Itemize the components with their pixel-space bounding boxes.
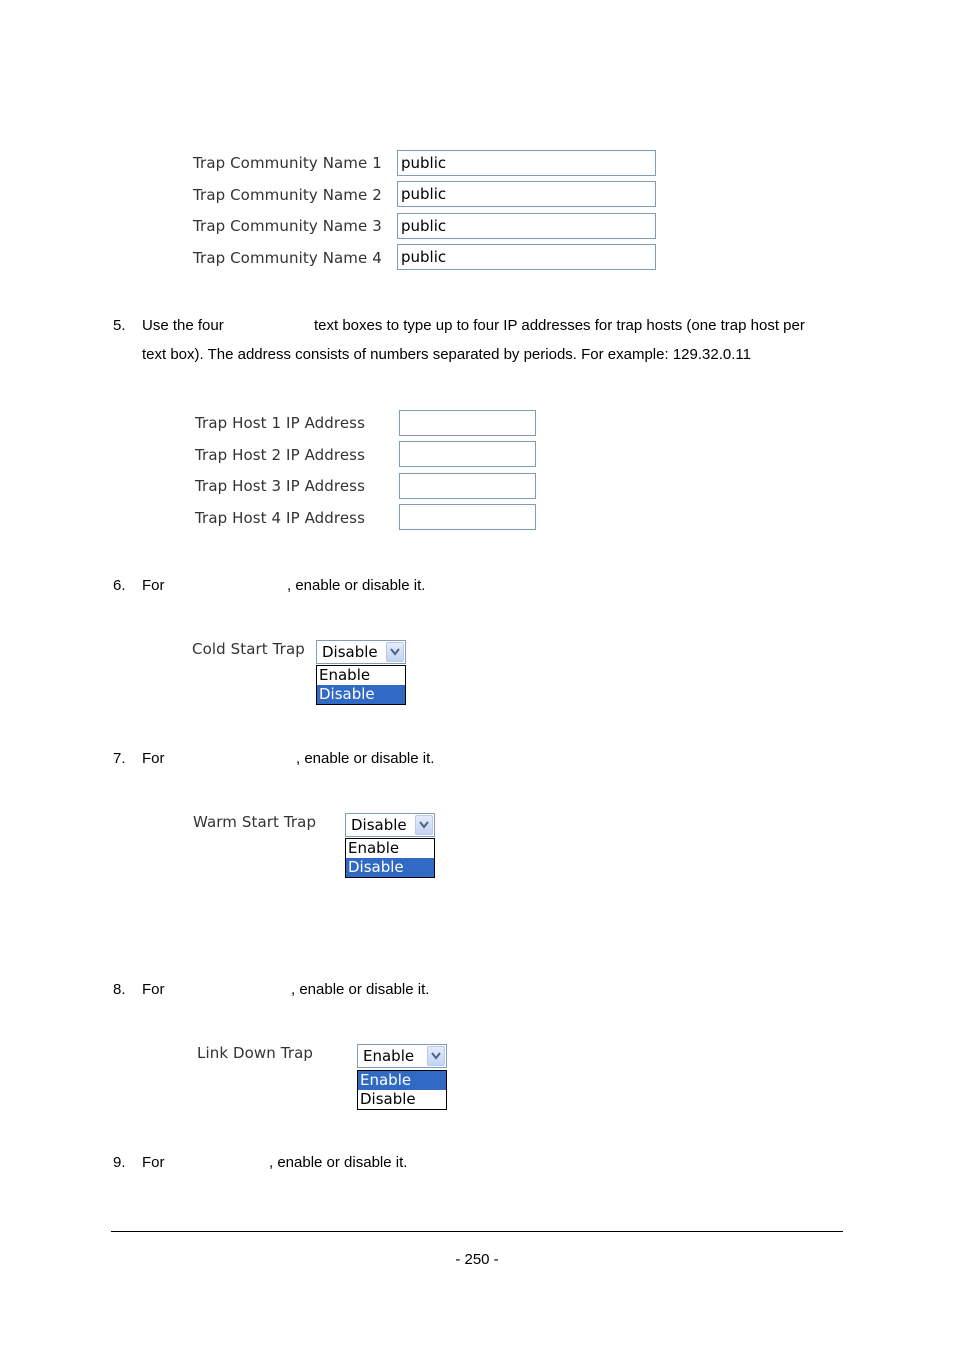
- cold-start-option-disable[interactable]: Disable: [317, 685, 405, 704]
- step-7-number: 7.: [113, 750, 126, 767]
- step-8-prefix: For: [142, 981, 165, 998]
- warm-start-trap-select[interactable]: [345, 813, 435, 837]
- step-7-suffix: , enable or disable it.: [296, 750, 435, 767]
- community-name-1-label: Trap Community Name 1: [193, 154, 382, 172]
- step-7-prefix: For: [142, 750, 165, 767]
- warm-start-option-disable[interactable]: Disable: [346, 858, 434, 877]
- step-6: [113, 571, 713, 600]
- link-down-option-enable[interactable]: Enable: [358, 1071, 446, 1090]
- chevron-down-icon[interactable]: [427, 1046, 445, 1066]
- community-name-1-input[interactable]: public: [397, 150, 656, 176]
- page-number: - 250 -: [455, 1251, 499, 1268]
- step-7: [113, 744, 713, 773]
- cold-start-trap-options: [316, 665, 406, 705]
- step-9-prefix: For: [142, 1154, 165, 1171]
- trap-host-2-label: Trap Host 2 IP Address: [195, 446, 366, 464]
- trap-host-4-input[interactable]: [399, 504, 536, 530]
- step-5-text-b: text boxes to type up to four IP addresses for trap hosts (one trap host per: [314, 317, 805, 334]
- step-8-number: 8.: [113, 981, 126, 998]
- warm-start-option-enable[interactable]: Enable: [348, 839, 400, 857]
- link-down-option-disable[interactable]: Disable: [360, 1090, 416, 1108]
- trap-host-2-input[interactable]: [399, 441, 536, 467]
- chevron-down-icon[interactable]: [386, 642, 404, 662]
- step-9-number: 9.: [113, 1154, 126, 1171]
- cold-start-trap-label: Cold Start Trap: [192, 640, 305, 658]
- step-8-suffix: , enable or disable it.: [291, 981, 430, 998]
- chevron-down-icon[interactable]: [415, 815, 433, 835]
- community-name-3-input[interactable]: public: [397, 213, 656, 239]
- trap-host-1-label: Trap Host 1 IP Address: [195, 414, 366, 432]
- step-5-text-a: Use the four: [142, 317, 224, 334]
- cold-start-trap-select[interactable]: [316, 640, 406, 664]
- cold-start-option-enable[interactable]: Enable: [319, 666, 371, 684]
- footer-divider: [111, 1231, 843, 1232]
- warm-start-trap-options: [345, 838, 435, 878]
- step-5: [113, 311, 853, 369]
- trap-host-1-input[interactable]: [399, 410, 536, 436]
- link-down-trap-select[interactable]: [357, 1044, 447, 1068]
- step-5-number: 5.: [113, 317, 126, 334]
- community-name-4-input[interactable]: public: [397, 244, 656, 270]
- step-8: [113, 975, 713, 1004]
- warm-start-trap-label: Warm Start Trap: [193, 813, 317, 831]
- link-down-trap-options: [357, 1070, 447, 1110]
- cold-start-trap-selected: Disable: [322, 643, 378, 661]
- link-down-trap-label: Link Down Trap: [197, 1044, 313, 1062]
- step-6-prefix: For: [142, 577, 165, 594]
- community-name-4-label: Trap Community Name 4: [193, 249, 382, 267]
- link-down-trap-selected: Enable: [363, 1047, 415, 1065]
- community-name-3-label: Trap Community Name 3: [193, 217, 382, 235]
- step-6-suffix: , enable or disable it.: [287, 577, 426, 594]
- trap-host-3-label: Trap Host 3 IP Address: [195, 477, 366, 495]
- trap-host-3-input[interactable]: [399, 473, 536, 499]
- step-6-number: 6.: [113, 577, 126, 594]
- step-5-text-line2: text box). The address consists of numbers separated by periods. For example: 129.32.0.11: [142, 346, 751, 363]
- community-name-2-label: Trap Community Name 2: [193, 186, 382, 204]
- community-name-2-input[interactable]: public: [397, 181, 656, 207]
- step-9-suffix: , enable or disable it.: [269, 1154, 408, 1171]
- step-9: [113, 1148, 713, 1177]
- warm-start-trap-selected: Disable: [351, 816, 407, 834]
- trap-host-4-label: Trap Host 4 IP Address: [195, 509, 366, 527]
